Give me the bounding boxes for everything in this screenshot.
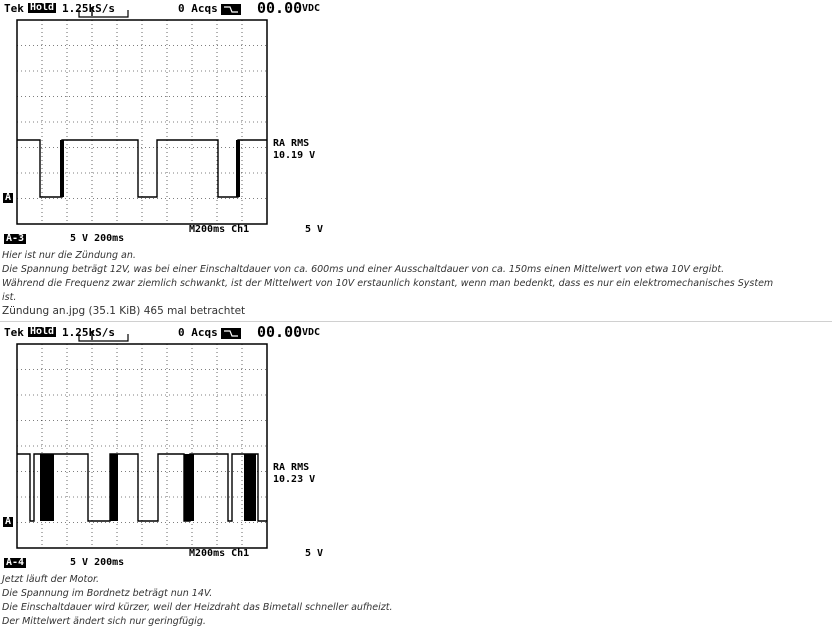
hold-badge: Hold bbox=[30, 326, 55, 337]
channel-marker: A bbox=[5, 192, 12, 203]
memory-slot: A-3 bbox=[6, 233, 25, 244]
scale-bottom: 5 V 200ms bbox=[70, 233, 125, 244]
brand-label: Tek bbox=[4, 2, 24, 15]
dc-unit: VDC bbox=[302, 3, 321, 14]
scope-2-burst-3 bbox=[184, 454, 194, 521]
caption-1-line-4: ist. bbox=[2, 292, 17, 303]
rms-value: 10.23 V bbox=[273, 474, 316, 485]
dc-reading: 00.00 bbox=[257, 323, 303, 341]
caption-2-line-4: Der Mittelwert ändert sich nur geringfügig. bbox=[2, 616, 206, 627]
oscilloscope-screenshot-2 bbox=[0, 324, 327, 569]
scope-1-grid bbox=[17, 20, 267, 224]
oscilloscope-screenshot-1 bbox=[0, 0, 327, 245]
dc-unit: VDC bbox=[302, 327, 321, 338]
caption-2-line-2: Die Spannung im Bordnetz beträgt nun 14V. bbox=[2, 588, 213, 599]
rms-value: 10.19 V bbox=[273, 150, 316, 161]
hold-badge: Hold bbox=[30, 2, 55, 13]
scope-2-graphics bbox=[0, 324, 327, 569]
memory-slot: A-4 bbox=[6, 557, 25, 568]
timebase-label: M200ms Ch1 bbox=[189, 224, 250, 235]
scope-2-burst-4 bbox=[244, 454, 256, 521]
scale-right: 5 V bbox=[305, 224, 324, 235]
scale-right: 5 V bbox=[305, 548, 324, 559]
scale-bottom: 5 V 200ms bbox=[70, 557, 125, 568]
divider bbox=[0, 321, 832, 322]
scope-2-burst-1 bbox=[40, 454, 54, 521]
rms-label: RA RMS bbox=[273, 462, 310, 473]
brand-label: Tek bbox=[4, 326, 24, 339]
caption-1-line-2: Die Spannung beträgt 12V, was bei einer Einschaltdauer von ca. 600ms und einer Ausschaltdauer von ca. 150ms einen Mittelwert von etwa 10V ergibt. bbox=[2, 264, 725, 275]
scope-1-graphics bbox=[0, 0, 327, 245]
acquisitions-count: 0 Acqs bbox=[178, 2, 218, 15]
caption-1-line-1: Hier ist nur die Zündung an. bbox=[2, 250, 136, 261]
timebase-label: M200ms Ch1 bbox=[189, 548, 250, 559]
channel-marker: A bbox=[5, 516, 12, 527]
attachment-info[interactable]: Zündung an.jpg (35.1 KiB) 465 mal betrachtet bbox=[2, 305, 246, 317]
scope-2-mode-icon bbox=[221, 328, 241, 339]
scope-1-burst-1 bbox=[60, 140, 64, 197]
scope-2-grid bbox=[17, 344, 267, 548]
sample-rate: 1.25kS/s bbox=[62, 2, 115, 15]
caption-1-line-3: Während die Frequenz zwar ziemlich schwankt, ist der Mittelwert von 10V erstaunlich konstant, wenn man bedenkt, dass es nur ein elektromechanisches System bbox=[2, 278, 774, 289]
caption-2-line-3: Die Einschaltdauer wird kürzer, weil der Heizdraht das Bimetall schneller aufheizt. bbox=[2, 602, 393, 613]
scope-1-burst-2 bbox=[236, 140, 240, 197]
sample-rate: 1.25kS/s bbox=[62, 326, 115, 339]
acquisitions-count: 0 Acqs bbox=[178, 326, 218, 339]
scope-2-burst-2 bbox=[110, 454, 118, 521]
caption-2-line-1: Jetzt läuft der Motor. bbox=[2, 574, 100, 585]
rms-label: RA RMS bbox=[273, 138, 310, 149]
scope-1-mode-icon bbox=[221, 4, 241, 15]
dc-reading: 00.00 bbox=[257, 0, 303, 17]
